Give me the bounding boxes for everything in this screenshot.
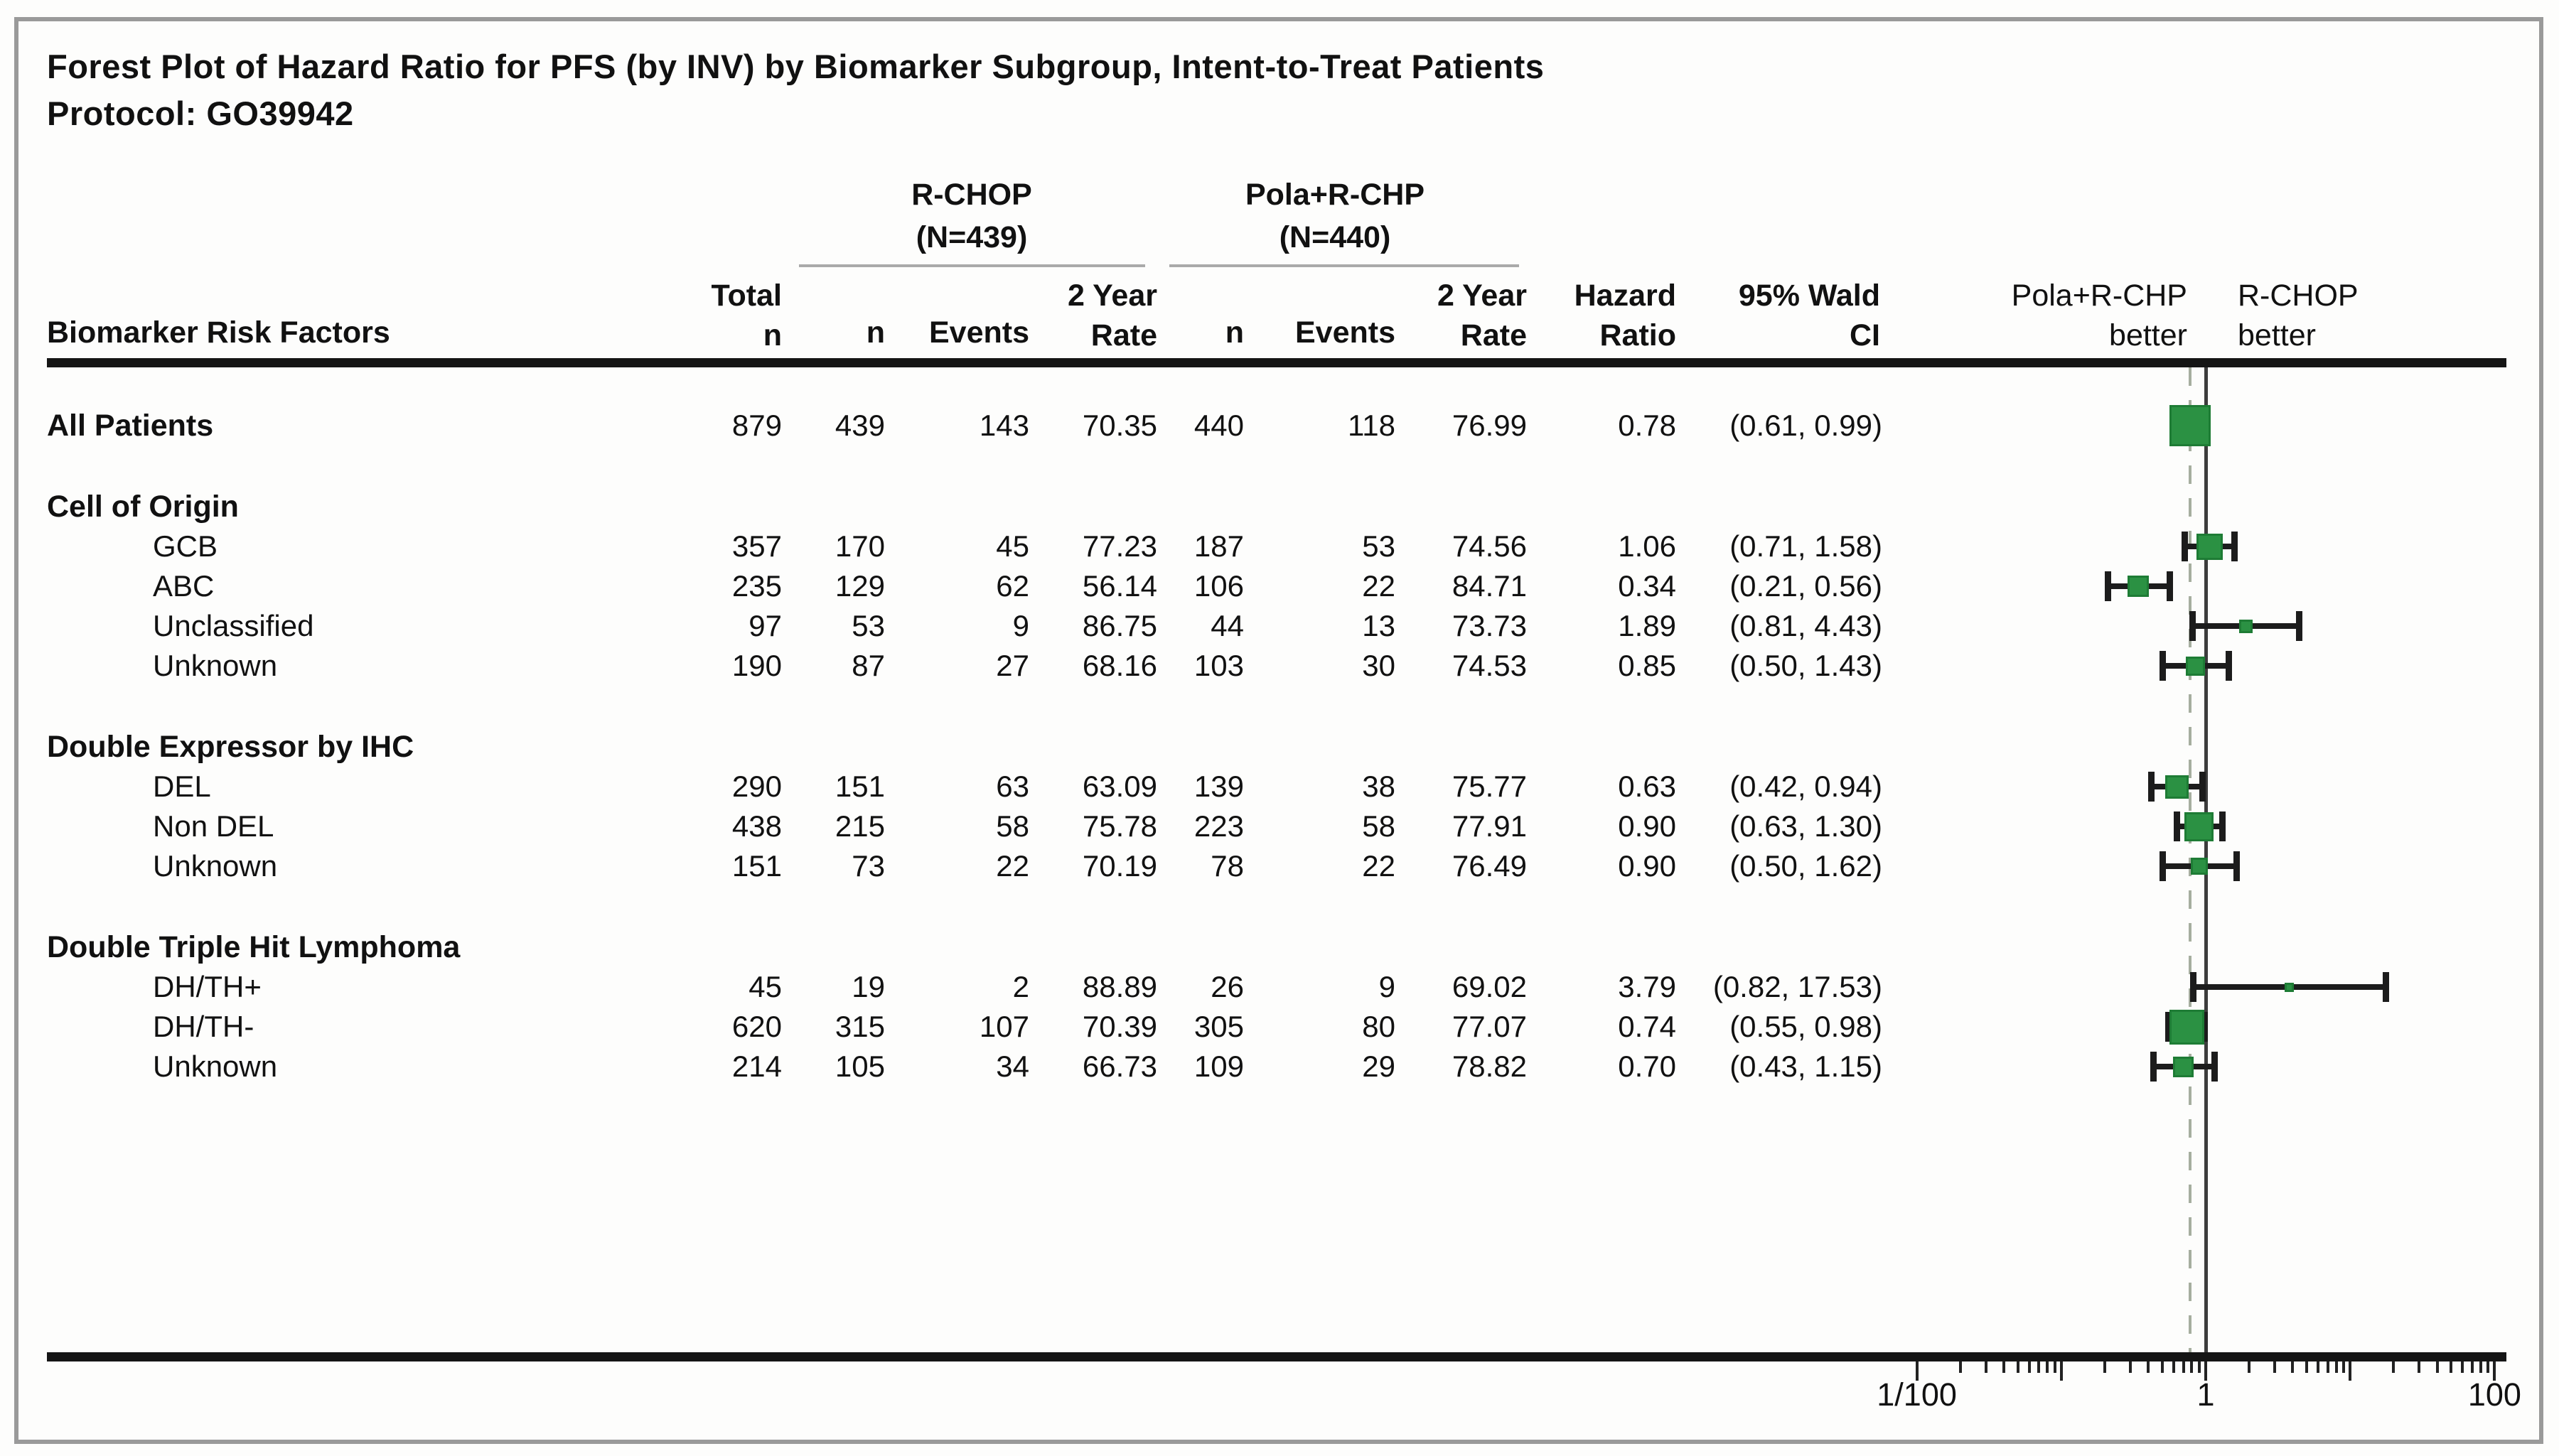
- col-pola-rate-line2: Rate: [1460, 318, 1527, 352]
- row-label: DEL: [153, 770, 211, 803]
- axis-minor-tick: [2471, 1361, 2474, 1373]
- label-rchop-better: [2238, 271, 2359, 355]
- figure-title-line1: Forest Plot of Hazard Ratio for PFS (by INV) by Biomarker Subgroup, Intent-to-Treat Patients: [47, 48, 1545, 85]
- col-rchop-rate-line1: 2 Year: [1068, 279, 1157, 313]
- rchop-arm-underline: [799, 264, 1145, 267]
- cell-pola-rate: 73.73: [1452, 609, 1527, 642]
- axis-minor-tick: [2486, 1361, 2489, 1373]
- row-label: Unclassified: [153, 609, 314, 642]
- cell-rchop-n: 19: [852, 970, 885, 1003]
- header-rule: [47, 358, 2506, 367]
- axis-minor-tick: [2161, 1361, 2164, 1373]
- cell-hazard-ratio: 0.70: [1618, 1050, 1676, 1083]
- hr-box: [2173, 1057, 2194, 1077]
- cell-rchop-events: 9: [1012, 609, 1029, 642]
- row-label: GCB: [153, 529, 218, 563]
- axis-minor-tick: [2190, 1361, 2193, 1373]
- cell-rchop-rate: 56.14: [1082, 569, 1157, 603]
- cell-rchop-n: 170: [835, 529, 885, 563]
- cell-wald-ci: (0.21, 0.56): [1729, 569, 1882, 603]
- cell-pola-events: 22: [1362, 569, 1395, 603]
- cell-rchop-n: 53: [852, 609, 885, 642]
- row-label: Double Triple Hit Lymphoma: [47, 930, 461, 964]
- cell-pola-events: 53: [1362, 529, 1395, 563]
- hr-box: [2165, 775, 2189, 799]
- cell-total-n: 357: [731, 529, 782, 563]
- cell-total-n: 45: [749, 970, 782, 1003]
- cell-pola-rate: 77.07: [1452, 1010, 1527, 1043]
- cell-wald-ci: (0.81, 4.43): [1729, 609, 1882, 642]
- cell-wald-ci: (0.61, 0.99): [1729, 409, 1882, 442]
- label-pola-better-line1: Pola+R-CHP: [2011, 279, 2187, 313]
- axis-minor-tick: [2450, 1361, 2452, 1373]
- ci-cap-high: [2199, 772, 2206, 802]
- cell-total-n: 235: [731, 569, 782, 603]
- ci-cap-low: [2105, 571, 2111, 601]
- cell-rchop-events: 22: [996, 849, 1029, 883]
- cell-pola-n: 26: [1211, 970, 1244, 1003]
- row-label: DH/TH-: [153, 1010, 254, 1043]
- cell-wald-ci: (0.82, 17.53): [1712, 970, 1882, 1003]
- cell-pola-events: 118: [1348, 409, 1395, 442]
- ci-cap-low: [2174, 811, 2180, 841]
- cell-rchop-n: 215: [835, 809, 885, 843]
- cell-wald-ci: (0.50, 1.43): [1729, 649, 1882, 682]
- hr-box: [2128, 576, 2149, 597]
- axis-minor-tick: [2392, 1361, 2395, 1373]
- hr-box: [2239, 620, 2253, 633]
- cell-hazard-ratio: 1.89: [1618, 609, 1676, 642]
- row-label: Double Expressor by IHC: [47, 730, 414, 764]
- col-hazard-line1: Hazard: [1574, 279, 1676, 313]
- col-wald-line2: CI: [1850, 318, 1880, 352]
- cell-hazard-ratio: 1.06: [1618, 529, 1676, 563]
- cell-pola-rate: 76.49: [1452, 849, 1527, 883]
- cell-rchop-n: 315: [835, 1010, 885, 1043]
- axis-tick-label: 1: [2196, 1376, 2215, 1413]
- axis-minor-tick: [2046, 1361, 2049, 1373]
- axis-minor-tick: [2291, 1361, 2294, 1373]
- ci-cap-low: [2160, 851, 2166, 881]
- cell-rchop-n: 439: [835, 409, 885, 442]
- row-label: Unknown: [153, 849, 278, 883]
- cell-pola-events: 9: [1378, 970, 1395, 1003]
- row-label: Unknown: [153, 1050, 278, 1083]
- col-rchop-events: Events: [928, 316, 1029, 350]
- axis-tick-label: 100: [2467, 1376, 2521, 1413]
- cell-rchop-events: 27: [996, 649, 1029, 682]
- cell-pola-n: 103: [1193, 649, 1244, 682]
- cell-hazard-ratio: 0.74: [1618, 1010, 1676, 1043]
- hr-box: [2184, 812, 2214, 841]
- ci-cap-high: [2383, 972, 2389, 1002]
- cell-rchop-n: 105: [835, 1050, 885, 1083]
- axis-minor-tick: [2147, 1361, 2150, 1373]
- cell-pola-events: 80: [1362, 1010, 1395, 1043]
- cell-pola-n: 109: [1193, 1050, 1244, 1083]
- cell-pola-rate: 74.56: [1452, 529, 1527, 563]
- ci-cap-high: [2167, 571, 2173, 601]
- pola-arm-header: [1157, 173, 1513, 259]
- col-hazard-ratio: [1574, 271, 1676, 355]
- ci-cap-low: [2160, 651, 2166, 681]
- cell-total-n: 214: [731, 1050, 782, 1083]
- cell-total-n: 438: [731, 809, 782, 843]
- cell-hazard-ratio: 0.85: [1618, 649, 1676, 682]
- axis-minor-tick: [2129, 1361, 2132, 1373]
- cell-rchop-rate: 75.78: [1082, 809, 1157, 843]
- cell-pola-rate: 75.77: [1452, 770, 1527, 803]
- axis-minor-tick: [2182, 1361, 2185, 1373]
- col-risk-factors: Biomarker Risk Factors: [47, 316, 390, 350]
- cell-total-n: 290: [731, 770, 782, 803]
- cell-wald-ci: (0.71, 1.58): [1729, 529, 1882, 563]
- axis-minor-tick: [1959, 1361, 1962, 1373]
- cell-rchop-rate: 63.09: [1082, 770, 1157, 803]
- cell-pola-n: 223: [1193, 809, 1244, 843]
- cell-rchop-rate: 68.16: [1082, 649, 1157, 682]
- row-label: All Patients: [47, 409, 214, 443]
- row-label: Cell of Origin: [47, 490, 239, 524]
- axis-minor-tick: [2028, 1361, 2031, 1373]
- cell-total-n: 190: [731, 649, 782, 682]
- cell-pola-n: 44: [1211, 609, 1244, 642]
- axis-minor-tick: [2017, 1361, 2019, 1373]
- axis-minor-tick: [2273, 1361, 2276, 1373]
- ci-cap-high: [2233, 851, 2240, 881]
- ci-cap-high: [2211, 1052, 2218, 1082]
- cell-rchop-n: 129: [835, 569, 885, 603]
- cell-rchop-rate: 88.89: [1082, 970, 1157, 1003]
- cell-rchop-n: 73: [852, 849, 885, 883]
- figure-title-line2: Protocol: GO39942: [47, 95, 354, 132]
- cell-pola-events: 29: [1362, 1050, 1395, 1083]
- cell-pola-rate: 77.91: [1452, 809, 1527, 843]
- label-pola-better: [2012, 271, 2187, 355]
- cell-pola-n: 106: [1193, 569, 1244, 603]
- axis-minor-tick: [2198, 1361, 2201, 1373]
- cell-total-n: 620: [731, 1010, 782, 1043]
- cell-rchop-rate: 77.23: [1082, 529, 1157, 563]
- col-hazard-line2: Ratio: [1599, 318, 1676, 352]
- cell-rchop-n: 87: [852, 649, 885, 682]
- hr-box: [2186, 657, 2205, 676]
- cell-wald-ci: (0.55, 0.98): [1729, 1010, 1882, 1043]
- cell-pola-events: 30: [1362, 649, 1395, 682]
- ci-cap-high: [2219, 811, 2226, 841]
- cell-rchop-rate: 86.75: [1082, 609, 1157, 642]
- axis-tick-label: 1/100: [1877, 1376, 1957, 1413]
- cell-pola-events: 58: [1362, 809, 1395, 843]
- col-rchop-rate-line2: Rate: [1090, 318, 1157, 352]
- label-pola-better-line2: better: [2109, 318, 2187, 352]
- cell-rchop-events: 62: [996, 569, 1029, 603]
- axis-minor-tick: [2305, 1361, 2308, 1373]
- cell-hazard-ratio: 0.90: [1618, 849, 1676, 883]
- cell-rchop-events: 58: [996, 809, 1029, 843]
- axis-minor-tick: [2418, 1361, 2420, 1373]
- axis-minor-tick: [2479, 1361, 2482, 1373]
- row-label: DH/TH+: [153, 970, 262, 1003]
- row-label: Unknown: [153, 649, 278, 682]
- cell-total-n: 151: [731, 849, 782, 883]
- cell-pola-rate: 69.02: [1452, 970, 1527, 1003]
- cell-pola-n: 139: [1193, 770, 1244, 803]
- col-pola-rate-line1: 2 Year: [1437, 279, 1527, 313]
- cell-hazard-ratio: 0.63: [1618, 770, 1676, 803]
- ci-cap-low: [2190, 972, 2196, 1002]
- col-total-n: [711, 271, 782, 355]
- ci-cap-high: [2226, 651, 2232, 681]
- cell-rchop-n: 151: [835, 770, 885, 803]
- axis-minor-tick: [2172, 1361, 2175, 1373]
- col-total-line2: n: [763, 318, 782, 352]
- cell-rchop-events: 107: [979, 1010, 1029, 1043]
- hr-box: [2169, 405, 2211, 446]
- cell-rchop-rate: 70.35: [1082, 409, 1157, 442]
- cell-hazard-ratio: 3.79: [1618, 970, 1676, 1003]
- cell-rchop-events: 45: [996, 529, 1029, 563]
- col-wald-ci: [1739, 271, 1880, 355]
- cell-pola-n: 78: [1211, 849, 1244, 883]
- col-rchop-n: n: [866, 316, 885, 350]
- ci-cap-low: [2189, 611, 2196, 641]
- cell-rchop-events: 34: [996, 1050, 1029, 1083]
- row-label: ABC: [153, 569, 215, 603]
- cell-pola-rate: 74.53: [1452, 649, 1527, 682]
- cell-rchop-events: 143: [979, 409, 1029, 442]
- axis-minor-tick: [2317, 1361, 2319, 1373]
- rchop-arm-n: (N=439): [916, 220, 1028, 254]
- axis-rule: [47, 1352, 2506, 1361]
- hr-box: [2196, 534, 2223, 560]
- col-pola-n: n: [1225, 316, 1244, 350]
- axis-minor-tick: [2335, 1361, 2338, 1373]
- cell-total-n: 879: [731, 409, 782, 442]
- axis-minor-tick: [2103, 1361, 2106, 1373]
- hr-box: [2191, 858, 2208, 875]
- hr-box: [2285, 983, 2294, 992]
- label-rchop-better-line2: better: [2238, 318, 2316, 352]
- cell-rchop-events: 63: [996, 770, 1029, 803]
- cell-pola-n: 440: [1193, 409, 1244, 442]
- col-pola-rate: [1437, 271, 1527, 355]
- cell-pola-events: 22: [1362, 849, 1395, 883]
- cell-wald-ci: (0.63, 1.30): [1729, 809, 1882, 843]
- axis-minor-tick: [2327, 1361, 2329, 1373]
- cell-rchop-rate: 66.73: [1082, 1050, 1157, 1083]
- hr-box: [2169, 1010, 2204, 1045]
- cell-pola-n: 305: [1193, 1010, 1244, 1043]
- cell-total-n: 97: [749, 609, 782, 642]
- axis-minor-tick: [1985, 1361, 1987, 1373]
- cell-wald-ci: (0.50, 1.62): [1729, 849, 1882, 883]
- col-pola-events: Events: [1294, 316, 1395, 350]
- axis-minor-tick: [2248, 1361, 2250, 1373]
- cell-pola-events: 38: [1362, 770, 1395, 803]
- cell-rchop-events: 2: [1012, 970, 1029, 1003]
- cell-hazard-ratio: 0.78: [1618, 409, 1676, 442]
- cell-rchop-rate: 70.19: [1082, 849, 1157, 883]
- col-rchop-rate: [1068, 271, 1157, 355]
- cell-pola-rate: 76.99: [1452, 409, 1527, 442]
- cell-wald-ci: (0.42, 0.94): [1729, 770, 1882, 803]
- ci-cap-low: [2182, 532, 2188, 561]
- pola-arm-underline: [1169, 264, 1519, 267]
- axis-major-tick: [2060, 1361, 2063, 1381]
- axis-minor-tick: [2436, 1361, 2439, 1373]
- cell-pola-rate: 78.82: [1452, 1050, 1527, 1083]
- ci-cap-low: [2148, 772, 2155, 802]
- axis-minor-tick: [2037, 1361, 2040, 1373]
- axis-minor-tick: [2342, 1361, 2345, 1373]
- cell-pola-events: 13: [1362, 609, 1395, 642]
- cell-pola-rate: 84.71: [1452, 569, 1527, 603]
- pola-arm-name: Pola+R-CHP: [1245, 178, 1425, 212]
- pola-arm-n: (N=440): [1279, 220, 1391, 254]
- ci-cap-high: [2296, 611, 2302, 641]
- cell-rchop-rate: 70.39: [1082, 1010, 1157, 1043]
- rchop-arm-name: R-CHOP: [911, 178, 1032, 212]
- rchop-arm-header: [794, 173, 1149, 259]
- cell-hazard-ratio: 0.90: [1618, 809, 1676, 843]
- axis-minor-tick: [2054, 1361, 2056, 1373]
- ci-cap-high: [2231, 532, 2238, 561]
- col-wald-line1: 95% Wald: [1738, 279, 1880, 313]
- col-total-line1: Total: [711, 279, 782, 313]
- axis-minor-tick: [2461, 1361, 2464, 1373]
- row-label: Non DEL: [153, 809, 274, 843]
- axis-minor-tick: [2002, 1361, 2005, 1373]
- cell-wald-ci: (0.43, 1.15): [1729, 1050, 1882, 1083]
- label-rchop-better-line1: R-CHOP: [2238, 279, 2359, 313]
- cell-hazard-ratio: 0.34: [1618, 569, 1676, 603]
- cell-pola-n: 187: [1193, 529, 1244, 563]
- ci-cap-low: [2150, 1052, 2157, 1082]
- axis-major-tick: [2349, 1361, 2351, 1381]
